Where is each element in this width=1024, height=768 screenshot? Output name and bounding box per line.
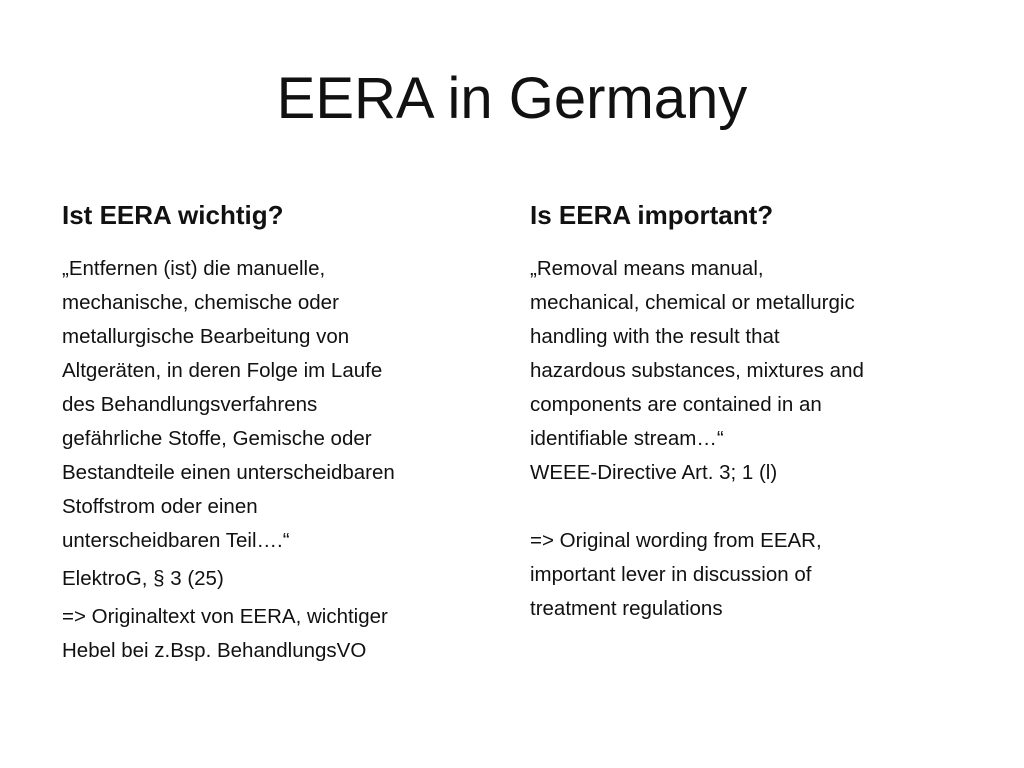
right-column-heading: Is EERA important? <box>530 200 774 230</box>
left-column-note: => Originaltext von EERA, wichtiger Hebel bei z.Bsp. BehandlungsVO <box>62 605 388 662</box>
left-column-quote: „Entfernen (ist) die manuelle, mechanische, chemische oder metallurgische Bearbeitung von Altgeräten, in deren Folge im Laufe des Behandlungsverfahrens gefährliche Stoffe, Gemische oder Bestandteile einen unterscheidbaren Stoffstrom oder einen unterscheidbaren Teil….“ <box>62 257 395 552</box>
right-column-note: => Original wording from EEAR, important lever in discussion of treatment regulations <box>530 529 822 620</box>
right-column-quote: „Removal means manual, mechanical, chemical or metallurgic handling with the result that hazardous substances, mixtures and components are contained in an identifiable stream…“ WEEE-Directive Art. 3; 1 (l) <box>530 257 864 484</box>
left-column <box>62 198 502 668</box>
left-column-heading: Ist EERA wichtig? <box>62 200 284 230</box>
slide-title: EERA in Germany <box>276 66 748 131</box>
left-column-source: ElektroG, § 3 (25) <box>62 567 224 590</box>
right-column <box>530 198 970 626</box>
